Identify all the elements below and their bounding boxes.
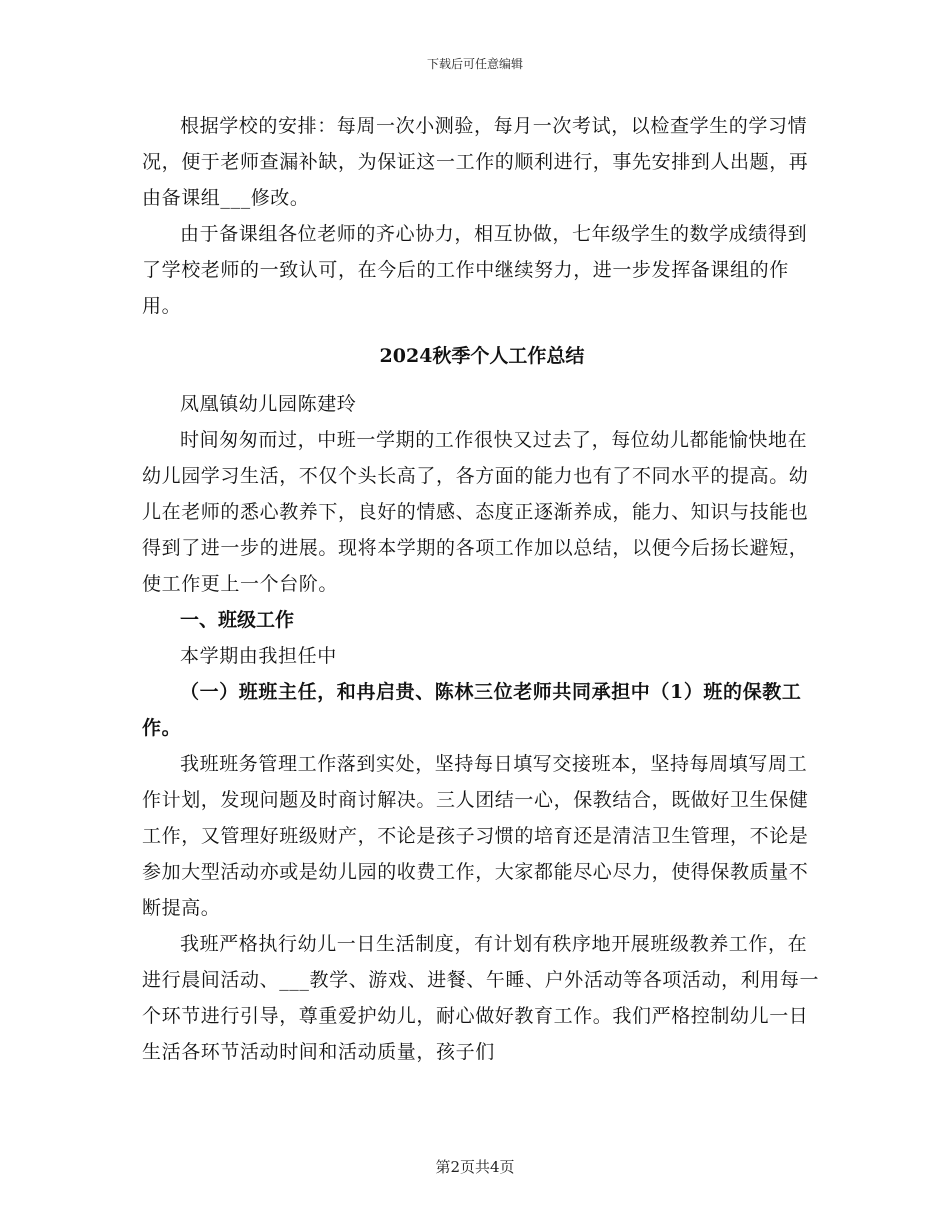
paragraph-daily-routine: 我班严格执行幼儿一日生活制度，有计划有秩序地开展班级教养工作，在进行晨间活动、___教学、游戏、进餐、午睡、户外活动等各项活动，利用每一个环节进行引导，尊重爱护幼儿，耐心做好教育工作。我们严格控制幼儿一日生活各环节活动时间和活动质量，孩子们 [142, 933, 820, 1063]
paragraph-prep-group: 由于备课组各位老师的齐心协力，相互协做，七年级学生的数学成绩得到了学校老师的一致认可，在今后的工作中继续努力，进一步发挥备课组的作用。 [142, 223, 808, 317]
paragraph-exam-arrangement: 根据学校的安排：每周一次小测验，每月一次考试，以检查学生的学习情况，便于老师查漏补缺，为保证这一工作的顺利进行，事先安排到人出题，再由备课组___修改。 [142, 115, 809, 209]
header-note: 下载后可任意编辑 [426, 57, 523, 71]
section-heading-class-work: 一、班级工作 [180, 609, 295, 631]
paragraph-intro: 时间匆匆而过，中班一学期的工作很快又过去了，每位幼儿都能愉快地在幼儿园学习生活，不仅个头长高了，各方面的能力也有了不同水平的提高。幼儿在老师的悉心教养下，良好的情感、态度正逐渐养成，能力、知识与技能也得到了进一步的进展。现将本学期的各项工作加以总结，以便今后扬长避短，使工作更上一个台阶。 [142, 429, 809, 595]
document-body [142, 108, 822, 1070]
bold-paragraph-teachers: （一）班班主任，和冉启贵、陈林三位老师共同承担中（1）班的保教工作。 [142, 681, 802, 739]
paragraph-class-management: 我班班务管理工作落到实处，坚持每日填写交接班本，坚持每周填写周工作计划，发现问题及时商讨解决。三人团结一心，保教结合，既做好卫生保健工作，又管理好班级财产，不论是孩子习惯的培育还是清洁卫生管理，不论是参加大型活动亦或是幼儿园的收费工作，大家都能尽心尽力，使得保教质量不断提高。 [142, 753, 809, 919]
author-line: 凤凰镇幼儿园陈建玲 [180, 393, 357, 415]
page-number: 第2页共4页 [435, 1158, 515, 1176]
section-line: 本学期由我担任中 [180, 645, 337, 667]
document-title: 2024秋季个人工作总结 [379, 345, 585, 367]
